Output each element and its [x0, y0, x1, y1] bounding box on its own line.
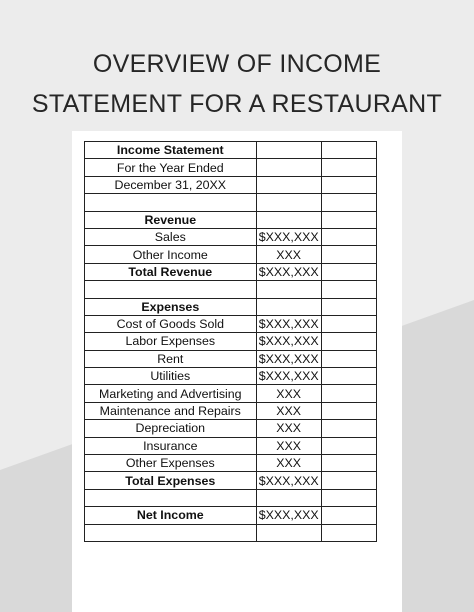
row-extra-cell[interactable] — [321, 402, 376, 419]
row-value-cell[interactable] — [256, 281, 321, 298]
row-value-cell[interactable] — [256, 142, 321, 159]
row-label-cell[interactable]: Marketing and Advertising — [85, 385, 257, 402]
row-value-cell[interactable]: $XXX,XXX — [256, 507, 321, 524]
row-label-cell[interactable]: December 31, 20XX — [85, 176, 257, 193]
row-extra-cell[interactable] — [321, 159, 376, 176]
row-extra-cell[interactable] — [321, 315, 376, 332]
row-value-cell[interactable]: XXX — [256, 455, 321, 472]
table-row — [85, 333, 377, 350]
page-title-line-1: OVERVIEW OF INCOME — [92, 50, 382, 78]
row-extra-cell[interactable] — [321, 176, 376, 193]
row-value-cell[interactable] — [256, 211, 321, 228]
row-label-cell[interactable] — [85, 194, 257, 211]
row-value-cell[interactable] — [256, 524, 321, 541]
row-value-cell[interactable] — [256, 176, 321, 193]
row-value-cell[interactable]: XXX — [256, 437, 321, 454]
row-value-cell[interactable]: XXX — [256, 385, 321, 402]
row-value-cell[interactable]: $XXX,XXX — [256, 472, 321, 489]
table-row — [85, 489, 377, 506]
table-row — [85, 507, 377, 524]
row-value-cell[interactable]: $XXX,XXX — [256, 263, 321, 280]
income-statement-body — [85, 142, 377, 542]
table-row — [85, 350, 377, 367]
table-row — [85, 315, 377, 332]
table-row — [85, 385, 377, 402]
row-extra-cell[interactable] — [321, 281, 376, 298]
page-title — [0, 44, 474, 124]
row-extra-cell[interactable] — [321, 263, 376, 280]
row-extra-cell[interactable] — [321, 228, 376, 245]
table-row — [85, 368, 377, 385]
row-extra-cell[interactable] — [321, 437, 376, 454]
table-row — [85, 437, 377, 454]
table-row — [85, 246, 377, 263]
row-label-cell[interactable]: Rent — [85, 350, 257, 367]
table-row — [85, 263, 377, 280]
row-value-cell[interactable] — [256, 194, 321, 211]
row-extra-cell[interactable] — [321, 194, 376, 211]
row-value-cell[interactable]: $XXX,XXX — [256, 368, 321, 385]
row-label-cell[interactable]: Utilities — [85, 368, 257, 385]
row-label-cell[interactable]: Other Expenses — [85, 455, 257, 472]
row-label-cell[interactable]: Total Revenue — [85, 263, 257, 280]
row-extra-cell[interactable] — [321, 472, 376, 489]
row-value-cell[interactable] — [256, 489, 321, 506]
table-row — [85, 524, 377, 541]
row-label-cell[interactable]: Cost of Goods Sold — [85, 315, 257, 332]
row-extra-cell[interactable] — [321, 455, 376, 472]
row-label-cell[interactable]: Sales — [85, 228, 257, 245]
row-value-cell[interactable]: $XXX,XXX — [256, 315, 321, 332]
table-row — [85, 194, 377, 211]
row-value-cell[interactable]: XXX — [256, 420, 321, 437]
row-value-cell[interactable]: XXX — [256, 246, 321, 263]
row-label-cell[interactable]: Total Expenses — [85, 472, 257, 489]
table-row — [85, 455, 377, 472]
row-label-cell[interactable] — [85, 281, 257, 298]
table-row — [85, 159, 377, 176]
statement-sheet — [72, 131, 402, 612]
row-extra-cell[interactable] — [321, 246, 376, 263]
row-extra-cell[interactable] — [321, 507, 376, 524]
row-label-cell[interactable]: Depreciation — [85, 420, 257, 437]
row-value-cell[interactable] — [256, 298, 321, 315]
row-value-cell[interactable]: $XXX,XXX — [256, 228, 321, 245]
row-value-cell[interactable]: XXX — [256, 402, 321, 419]
page-title-line-2: STATEMENT FOR A RESTAURANT — [31, 90, 443, 118]
table-row — [85, 228, 377, 245]
row-value-cell[interactable]: $XXX,XXX — [256, 350, 321, 367]
table-row — [85, 402, 377, 419]
income-statement-table — [84, 141, 377, 542]
row-label-cell[interactable]: Maintenance and Repairs — [85, 402, 257, 419]
row-label-cell[interactable]: Expenses — [85, 298, 257, 315]
row-label-cell[interactable]: Insurance — [85, 437, 257, 454]
table-row — [85, 142, 377, 159]
row-label-cell[interactable] — [85, 524, 257, 541]
table-row — [85, 472, 377, 489]
table-row — [85, 281, 377, 298]
row-extra-cell[interactable] — [321, 489, 376, 506]
row-label-cell[interactable]: Labor Expenses — [85, 333, 257, 350]
row-extra-cell[interactable] — [321, 350, 376, 367]
table-row — [85, 176, 377, 193]
row-value-cell[interactable]: $XXX,XXX — [256, 333, 321, 350]
row-label-cell[interactable]: Income Statement — [85, 142, 257, 159]
row-extra-cell[interactable] — [321, 368, 376, 385]
table-row — [85, 298, 377, 315]
row-extra-cell[interactable] — [321, 298, 376, 315]
row-label-cell[interactable]: Other Income — [85, 246, 257, 263]
row-extra-cell[interactable] — [321, 420, 376, 437]
row-extra-cell[interactable] — [321, 211, 376, 228]
row-label-cell[interactable]: Net Income — [85, 507, 257, 524]
row-extra-cell[interactable] — [321, 524, 376, 541]
table-row — [85, 420, 377, 437]
row-extra-cell[interactable] — [321, 385, 376, 402]
row-label-cell[interactable] — [85, 489, 257, 506]
row-extra-cell[interactable] — [321, 333, 376, 350]
row-value-cell[interactable] — [256, 159, 321, 176]
row-label-cell[interactable]: Revenue — [85, 211, 257, 228]
row-label-cell[interactable]: For the Year Ended — [85, 159, 257, 176]
table-row — [85, 211, 377, 228]
row-extra-cell[interactable] — [321, 142, 376, 159]
